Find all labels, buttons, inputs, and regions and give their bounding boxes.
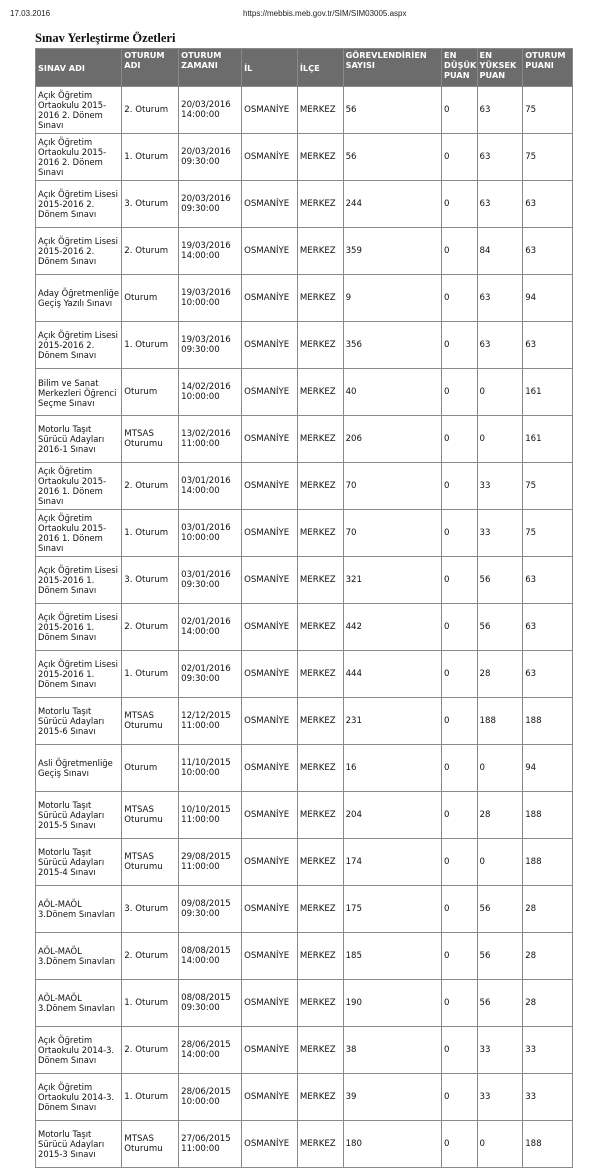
cell-sinav-adi: AÖL-MAÖL 3.Dönem Sınavları — [36, 886, 121, 932]
cell-oturum-zamani: 02/01/2016 09:30:00 — [179, 651, 241, 697]
table-row — [36, 792, 572, 838]
cell-oturum-adi: 1. Oturum — [122, 980, 178, 1026]
cell-en-yuksek-puan: 0 — [478, 1121, 523, 1167]
column-header-gorevlendirilen-sayisi[interactable]: GÖREVLENDİRİEN SAYISI — [344, 49, 441, 86]
cell-sinav-adi: Açık Öğretim Ortaokulu 2014-3. Dönem Sınavı — [36, 1027, 121, 1073]
cell-oturum-zamani: 08/08/2015 09:30:00 — [179, 980, 241, 1026]
cell-il: OSMANİYE — [242, 886, 297, 932]
cell-en-yuksek-puan: 33 — [478, 1074, 523, 1120]
cell-il: OSMANİYE — [242, 839, 297, 885]
column-header-il[interactable]: İL — [242, 49, 297, 86]
cell-oturum-adi: 1. Oturum — [122, 322, 178, 368]
cell-ilce: MERKEZ — [298, 557, 343, 603]
cell-en-yuksek-puan: 33 — [478, 463, 523, 509]
column-header-en-yuksek-puan[interactable]: EN YÜKSEK PUAN — [478, 49, 523, 86]
cell-oturum-puani: 75 — [523, 463, 572, 509]
cell-en-dusuk-puan: 0 — [442, 1027, 477, 1073]
cell-sinav-adi: Açık Öğretim Ortaokulu 2015-2016 1. Dönem Sınavı — [36, 463, 121, 509]
table-row — [36, 416, 572, 462]
cell-oturum-zamani: 02/01/2016 14:00:00 — [179, 604, 241, 650]
cell-en-yuksek-puan: 56 — [478, 980, 523, 1026]
cell-ilce: MERKEZ — [298, 1074, 343, 1120]
cell-ilce: MERKEZ — [298, 134, 343, 180]
cell-il: OSMANİYE — [242, 322, 297, 368]
cell-gorevlendirilen-sayisi: 359 — [344, 228, 441, 274]
cell-oturum-puani: 63 — [523, 181, 572, 227]
cell-il: OSMANİYE — [242, 1027, 297, 1073]
table-row — [36, 510, 572, 556]
cell-ilce: MERKEZ — [298, 1027, 343, 1073]
table-body — [36, 87, 572, 1167]
cell-sinav-adi: Aday Öğretmenliğe Geçiş Yazılı Sınavı — [36, 275, 121, 321]
cell-en-dusuk-puan: 0 — [442, 839, 477, 885]
cell-ilce: MERKEZ — [298, 886, 343, 932]
cell-oturum-adi: MTSAS Oturumu — [122, 1121, 178, 1167]
cell-en-dusuk-puan: 0 — [442, 87, 477, 133]
cell-gorevlendirilen-sayisi: 38 — [344, 1027, 441, 1073]
cell-gorevlendirilen-sayisi: 9 — [344, 275, 441, 321]
cell-ilce: MERKEZ — [298, 87, 343, 133]
cell-oturum-zamani: 08/08/2015 14:00:00 — [179, 933, 241, 979]
table-row — [36, 1074, 572, 1120]
cell-sinav-adi: Motorlu Taşıt Sürücü Adayları 2015-5 Sınavı — [36, 792, 121, 838]
cell-oturum-puani: 188 — [523, 792, 572, 838]
cell-en-yuksek-puan: 28 — [478, 651, 523, 697]
cell-en-yuksek-puan: 63 — [478, 275, 523, 321]
cell-oturum-puani: 28 — [523, 980, 572, 1026]
cell-oturum-adi: MTSAS Oturumu — [122, 792, 178, 838]
cell-sinav-adi: Motorlu Taşıt Sürücü Adayları 2015-6 Sınavı — [36, 698, 121, 744]
cell-sinav-adi: Açık Öğretim Ortaokulu 2015-2016 2. Dönem Sınavı — [36, 134, 121, 180]
cell-en-dusuk-puan: 0 — [442, 980, 477, 1026]
cell-oturum-zamani: 14/02/2016 10:00:00 — [179, 369, 241, 415]
table-row — [36, 745, 572, 791]
cell-ilce: MERKEZ — [298, 604, 343, 650]
cell-en-dusuk-puan: 0 — [442, 228, 477, 274]
cell-oturum-zamani: 19/03/2016 14:00:00 — [179, 228, 241, 274]
table-row — [36, 87, 572, 133]
cell-en-yuksek-puan: 0 — [478, 369, 523, 415]
column-header-oturum-zamani[interactable]: OTURUM ZAMANI — [179, 49, 241, 86]
cell-gorevlendirilen-sayisi: 56 — [344, 87, 441, 133]
cell-oturum-puani: 75 — [523, 134, 572, 180]
cell-oturum-puani: 28 — [523, 933, 572, 979]
cell-oturum-puani: 63 — [523, 557, 572, 603]
cell-oturum-zamani: 29/08/2015 11:00:00 — [179, 839, 241, 885]
cell-oturum-zamani: 12/12/2015 11:00:00 — [179, 698, 241, 744]
cell-oturum-adi: 3. Oturum — [122, 557, 178, 603]
cell-oturum-zamani: 13/02/2016 11:00:00 — [179, 416, 241, 462]
cell-en-dusuk-puan: 0 — [442, 275, 477, 321]
cell-oturum-puani: 33 — [523, 1074, 572, 1120]
cell-en-yuksek-puan: 63 — [478, 181, 523, 227]
cell-en-dusuk-puan: 0 — [442, 886, 477, 932]
cell-en-dusuk-puan: 0 — [442, 322, 477, 368]
cell-oturum-zamani: 28/06/2015 14:00:00 — [179, 1027, 241, 1073]
table-row — [36, 228, 572, 274]
cell-ilce: MERKEZ — [298, 745, 343, 791]
cell-en-yuksek-puan: 56 — [478, 604, 523, 650]
cell-il: OSMANİYE — [242, 1074, 297, 1120]
cell-sinav-adi: Açık Öğretim Lisesi 2015-2016 2. Dönem Sınavı — [36, 322, 121, 368]
cell-en-yuksek-puan: 84 — [478, 228, 523, 274]
cell-il: OSMANİYE — [242, 87, 297, 133]
column-header-oturum-puani[interactable]: OTURUM PUANI — [523, 49, 572, 86]
cell-en-yuksek-puan: 56 — [478, 886, 523, 932]
cell-oturum-puani: 188 — [523, 698, 572, 744]
cell-gorevlendirilen-sayisi: 190 — [344, 980, 441, 1026]
cell-oturum-adi: MTSAS Oturumu — [122, 416, 178, 462]
cell-en-dusuk-puan: 0 — [442, 604, 477, 650]
cell-ilce: MERKEZ — [298, 416, 343, 462]
cell-oturum-zamani: 28/06/2015 10:00:00 — [179, 1074, 241, 1120]
cell-oturum-adi: 2. Oturum — [122, 463, 178, 509]
cell-oturum-puani: 75 — [523, 87, 572, 133]
cell-gorevlendirilen-sayisi: 16 — [344, 745, 441, 791]
cell-il: OSMANİYE — [242, 275, 297, 321]
cell-oturum-zamani: 20/03/2016 09:30:00 — [179, 134, 241, 180]
cell-en-dusuk-puan: 0 — [442, 463, 477, 509]
cell-ilce: MERKEZ — [298, 510, 343, 556]
table-row — [36, 181, 572, 227]
table-row — [36, 369, 572, 415]
page-title: Sınav Yerleştirme Özetleri — [35, 31, 176, 45]
cell-sinav-adi: Açık Öğretim Ortaokulu 2015-2016 2. Dönem Sınavı — [36, 87, 121, 133]
cell-oturum-adi: MTSAS Oturumu — [122, 839, 178, 885]
cell-sinav-adi: AÖL-MAÖL 3.Dönem Sınavları — [36, 933, 121, 979]
cell-gorevlendirilen-sayisi: 174 — [344, 839, 441, 885]
cell-gorevlendirilen-sayisi: 231 — [344, 698, 441, 744]
cell-il: OSMANİYE — [242, 792, 297, 838]
table-row — [36, 651, 572, 697]
cell-sinav-adi: Motorlu Taşıt Sürücü Adayları 2016-1 Sınavı — [36, 416, 121, 462]
cell-gorevlendirilen-sayisi: 70 — [344, 463, 441, 509]
cell-il: OSMANİYE — [242, 933, 297, 979]
cell-il: OSMANİYE — [242, 604, 297, 650]
cell-oturum-zamani: 11/10/2015 10:00:00 — [179, 745, 241, 791]
table-header-row — [36, 49, 572, 86]
column-header-en-dusuk-puan[interactable]: EN DÜŞÜK PUAN — [442, 49, 477, 86]
cell-oturum-zamani: 03/01/2016 14:00:00 — [179, 463, 241, 509]
cell-il: OSMANİYE — [242, 651, 297, 697]
cell-il: OSMANİYE — [242, 510, 297, 556]
cell-gorevlendirilen-sayisi: 206 — [344, 416, 441, 462]
cell-en-yuksek-puan: 63 — [478, 87, 523, 133]
cell-gorevlendirilen-sayisi: 39 — [344, 1074, 441, 1120]
cell-il: OSMANİYE — [242, 980, 297, 1026]
cell-oturum-puani: 63 — [523, 228, 572, 274]
cell-gorevlendirilen-sayisi: 444 — [344, 651, 441, 697]
cell-oturum-zamani: 27/06/2015 11:00:00 — [179, 1121, 241, 1167]
cell-gorevlendirilen-sayisi: 40 — [344, 369, 441, 415]
cell-en-dusuk-puan: 0 — [442, 1121, 477, 1167]
cell-sinav-adi: Açık Öğretim Lisesi 2015-2016 1. Dönem Sınavı — [36, 604, 121, 650]
cell-gorevlendirilen-sayisi: 321 — [344, 557, 441, 603]
cell-il: OSMANİYE — [242, 369, 297, 415]
exam-placement-table — [35, 48, 573, 1168]
table-row — [36, 134, 572, 180]
cell-oturum-puani: 94 — [523, 275, 572, 321]
cell-oturum-adi: 1. Oturum — [122, 1074, 178, 1120]
cell-oturum-zamani: 20/03/2016 14:00:00 — [179, 87, 241, 133]
table-row — [36, 275, 572, 321]
cell-oturum-adi: 1. Oturum — [122, 134, 178, 180]
cell-oturum-adi: 2. Oturum — [122, 228, 178, 274]
cell-sinav-adi: Açık Öğretim Lisesi 2015-2016 1. Dönem Sınavı — [36, 557, 121, 603]
cell-ilce: MERKEZ — [298, 651, 343, 697]
cell-oturum-puani: 28 — [523, 886, 572, 932]
cell-en-dusuk-puan: 0 — [442, 933, 477, 979]
cell-en-yuksek-puan: 63 — [478, 134, 523, 180]
cell-ilce: MERKEZ — [298, 181, 343, 227]
cell-sinav-adi: Açık Öğretim Ortaokulu 2014-3. Dönem Sınavı — [36, 1074, 121, 1120]
cell-gorevlendirilen-sayisi: 185 — [344, 933, 441, 979]
cell-sinav-adi: Açık Öğretim Lisesi 2015-2016 2. Dönem Sınavı — [36, 181, 121, 227]
cell-oturum-adi: Oturum — [122, 275, 178, 321]
cell-en-dusuk-puan: 0 — [442, 369, 477, 415]
cell-oturum-adi: 2. Oturum — [122, 1027, 178, 1073]
print-url: https://mebbis.meb.gov.tr/SIM/SIM03005.aspx — [243, 9, 407, 18]
cell-oturum-adi: 2. Oturum — [122, 604, 178, 650]
cell-ilce: MERKEZ — [298, 275, 343, 321]
cell-gorevlendirilen-sayisi: 70 — [344, 510, 441, 556]
cell-il: OSMANİYE — [242, 134, 297, 180]
table-row — [36, 463, 572, 509]
cell-oturum-adi: 1. Oturum — [122, 651, 178, 697]
cell-oturum-puani: 188 — [523, 1121, 572, 1167]
cell-gorevlendirilen-sayisi: 442 — [344, 604, 441, 650]
cell-oturum-puani: 161 — [523, 369, 572, 415]
print-header — [0, 0, 600, 22]
cell-il: OSMANİYE — [242, 698, 297, 744]
cell-en-dusuk-puan: 0 — [442, 134, 477, 180]
table-row — [36, 980, 572, 1026]
column-header-ilce[interactable]: İLÇE — [298, 49, 343, 86]
cell-oturum-adi: 3. Oturum — [122, 181, 178, 227]
cell-oturum-puani: 63 — [523, 604, 572, 650]
cell-ilce: MERKEZ — [298, 839, 343, 885]
cell-il: OSMANİYE — [242, 557, 297, 603]
cell-en-dusuk-puan: 0 — [442, 745, 477, 791]
cell-gorevlendirilen-sayisi: 180 — [344, 1121, 441, 1167]
cell-oturum-puani: 63 — [523, 651, 572, 697]
cell-en-yuksek-puan: 33 — [478, 1027, 523, 1073]
cell-oturum-adi: Oturum — [122, 745, 178, 791]
cell-oturum-puani: 94 — [523, 745, 572, 791]
cell-en-dusuk-puan: 0 — [442, 510, 477, 556]
cell-oturum-adi: MTSAS Oturumu — [122, 698, 178, 744]
cell-oturum-zamani: 20/03/2016 09:30:00 — [179, 181, 241, 227]
cell-ilce: MERKEZ — [298, 322, 343, 368]
cell-oturum-zamani: 19/03/2016 09:30:00 — [179, 322, 241, 368]
column-header-oturum-adi[interactable]: OTURUM ADI — [122, 49, 178, 86]
cell-il: OSMANİYE — [242, 463, 297, 509]
cell-en-dusuk-puan: 0 — [442, 1074, 477, 1120]
cell-oturum-puani: 161 — [523, 416, 572, 462]
cell-oturum-puani: 188 — [523, 839, 572, 885]
cell-oturum-adi: Oturum — [122, 369, 178, 415]
cell-oturum-zamani: 09/08/2015 09:30:00 — [179, 886, 241, 932]
cell-en-yuksek-puan: 56 — [478, 933, 523, 979]
cell-sinav-adi: Asli Öğretmenliğe Geçiş Sınavı — [36, 745, 121, 791]
cell-ilce: MERKEZ — [298, 792, 343, 838]
table-row — [36, 604, 572, 650]
cell-oturum-adi: 2. Oturum — [122, 933, 178, 979]
table-row — [36, 1121, 572, 1167]
cell-en-dusuk-puan: 0 — [442, 698, 477, 744]
cell-gorevlendirilen-sayisi: 356 — [344, 322, 441, 368]
cell-gorevlendirilen-sayisi: 204 — [344, 792, 441, 838]
cell-en-dusuk-puan: 0 — [442, 416, 477, 462]
cell-oturum-adi: 1. Oturum — [122, 510, 178, 556]
cell-ilce: MERKEZ — [298, 1121, 343, 1167]
cell-en-yuksek-puan: 0 — [478, 416, 523, 462]
cell-en-dusuk-puan: 0 — [442, 651, 477, 697]
cell-oturum-zamani: 03/01/2016 10:00:00 — [179, 510, 241, 556]
cell-sinav-adi: Motorlu Taşıt Sürücü Adayları 2015-3 Sınavı — [36, 1121, 121, 1167]
cell-en-yuksek-puan: 63 — [478, 322, 523, 368]
cell-en-yuksek-puan: 0 — [478, 839, 523, 885]
cell-ilce: MERKEZ — [298, 698, 343, 744]
cell-oturum-zamani: 19/03/2016 10:00:00 — [179, 275, 241, 321]
column-header-sinav-adi[interactable]: SINAV ADI — [36, 49, 121, 86]
table-row — [36, 1027, 572, 1073]
cell-gorevlendirilen-sayisi: 56 — [344, 134, 441, 180]
cell-sinav-adi: Açık Öğretim Lisesi 2015-2016 2. Dönem Sınavı — [36, 228, 121, 274]
table-row — [36, 322, 572, 368]
cell-en-dusuk-puan: 0 — [442, 181, 477, 227]
cell-oturum-puani: 75 — [523, 510, 572, 556]
table-row — [36, 557, 572, 603]
cell-sinav-adi: AÖL-MAÖL 3.Dönem Sınavları — [36, 980, 121, 1026]
print-date: 17.03.2016 — [10, 9, 51, 18]
cell-en-yuksek-puan: 0 — [478, 745, 523, 791]
cell-il: OSMANİYE — [242, 181, 297, 227]
cell-oturum-puani: 33 — [523, 1027, 572, 1073]
table-row — [36, 698, 572, 744]
cell-en-yuksek-puan: 188 — [478, 698, 523, 744]
cell-oturum-zamani: 03/01/2016 09:30:00 — [179, 557, 241, 603]
cell-sinav-adi: Açık Öğretim Lisesi 2015-2016 1. Dönem Sınavı — [36, 651, 121, 697]
cell-il: OSMANİYE — [242, 1121, 297, 1167]
cell-il: OSMANİYE — [242, 228, 297, 274]
cell-oturum-adi: 3. Oturum — [122, 886, 178, 932]
cell-gorevlendirilen-sayisi: 244 — [344, 181, 441, 227]
cell-en-dusuk-puan: 0 — [442, 792, 477, 838]
cell-sinav-adi: Açık Öğretim Ortaokulu 2015-2016 1. Dönem Sınavı — [36, 510, 121, 556]
table-row — [36, 933, 572, 979]
cell-oturum-adi: 2. Oturum — [122, 87, 178, 133]
cell-il: OSMANİYE — [242, 745, 297, 791]
cell-en-yuksek-puan: 33 — [478, 510, 523, 556]
cell-ilce: MERKEZ — [298, 933, 343, 979]
cell-oturum-zamani: 10/10/2015 11:00:00 — [179, 792, 241, 838]
cell-sinav-adi: Bilim ve Sanat Merkezleri Öğrenci Seçme Sınavı — [36, 369, 121, 415]
table-row — [36, 839, 572, 885]
cell-en-dusuk-puan: 0 — [442, 557, 477, 603]
cell-ilce: MERKEZ — [298, 980, 343, 1026]
cell-ilce: MERKEZ — [298, 463, 343, 509]
cell-en-yuksek-puan: 28 — [478, 792, 523, 838]
cell-gorevlendirilen-sayisi: 175 — [344, 886, 441, 932]
table-row — [36, 886, 572, 932]
cell-oturum-puani: 63 — [523, 322, 572, 368]
cell-en-yuksek-puan: 56 — [478, 557, 523, 603]
cell-ilce: MERKEZ — [298, 369, 343, 415]
cell-ilce: MERKEZ — [298, 228, 343, 274]
cell-sinav-adi: Motorlu Taşıt Sürücü Adayları 2015-4 Sınavı — [36, 839, 121, 885]
cell-il: OSMANİYE — [242, 416, 297, 462]
